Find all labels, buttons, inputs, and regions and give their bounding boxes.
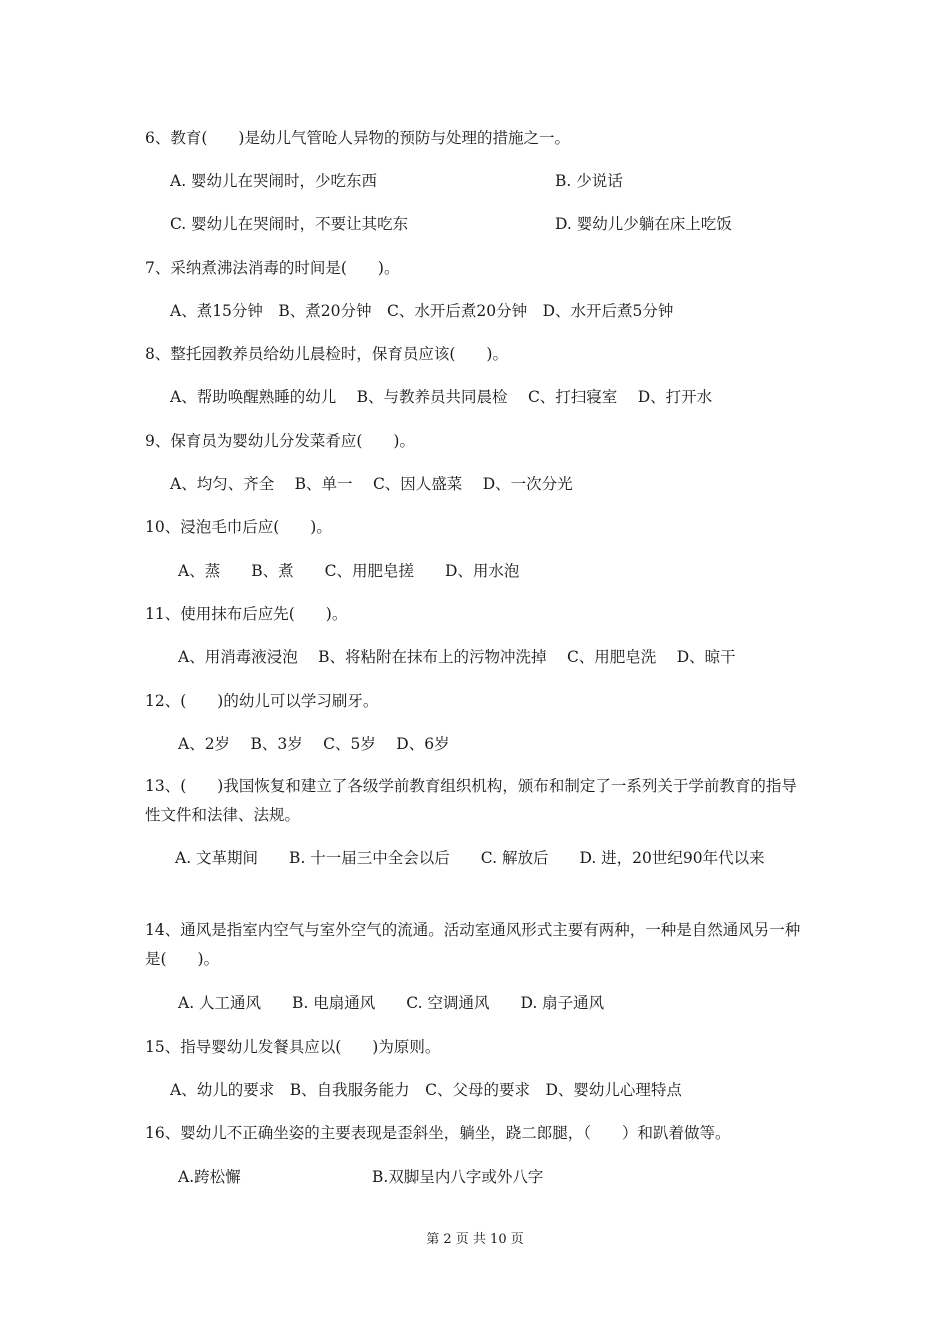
question-10-stem: 10、浸泡毛巾后应( )。 [145,518,332,536]
question-6-option-b: B. 少说话 [555,172,623,190]
question-13-options [145,844,810,873]
question-12-stem: 12、( )的幼儿可以学习刷牙。 [145,692,379,710]
question-7-stem: 7、采纳煮沸法消毒的时间是( )。 [145,259,400,277]
question-10-options: A、蒸 B、煮 C、用肥皂搓 D、用水泡 [178,562,520,580]
question-7-options: A、煮15分钟 B、煮20分钟 C、水开后煮20分钟 D、水开后煮5分钟 [170,302,674,320]
question-9-stem: 9、保育员为婴幼儿分发菜肴应( )。 [145,432,415,450]
question-16-stem: 16、婴幼儿不正确坐姿的主要表现是歪斜坐，躺坐，跷二郎腿，（ ）和趴着做等。 [145,1124,731,1142]
question-8-options: A、帮助唤醒熟睡的幼儿 B、与教养员共同晨检 C、打扫寝室 D、打开水 [170,388,713,406]
question-6-option-d: D. 婴幼儿少躺在床上吃饭 [555,215,732,233]
question-6-option-c: C. 婴幼儿在哭闹时，不要让其吃东 [170,215,409,233]
question-13-stem: 13、( )我国恢复和建立了各级学前教育组织机构，颁布和制定了一系列关于学前教育的指导性文件和法律、法规。 [145,777,797,824]
question-14-stem: 14、通风是指室内空气与室外空气的流通。活动室通风形式主要有两种，一种是自然通风另一种是( )。 [145,921,801,968]
question-15-stem: 15、指导婴幼儿发餐具应以( )为原则。 [145,1038,441,1056]
question-11-options: A、用消毒液浸泡 B、将粘附在抹布上的污物冲洗掉 C、用肥皂洗 D、晾干 [178,648,736,666]
question-16-option-a: A.跨松懈 [178,1168,241,1186]
question-8-stem: 8、整托园教养员给幼儿晨检时，保育员应该( )。 [145,345,508,363]
question-16-option-b: B.双脚呈内八字或外八字 [372,1168,544,1186]
question-13-options-text: A. 文革期间 B. 十一届三中全会以后 C. 解放后 D. 进，20世纪90年代以来 [175,849,765,867]
page-number-footer: 第 2 页 共 10 页 [426,1232,524,1247]
question-11-stem: 11、使用抹布后应先( )。 [145,605,348,623]
question-6-option-a: A. 婴幼儿在哭闹时，少吃东西 [170,172,378,190]
question-12-options: A、2岁 B、3岁 C、5岁 D、6岁 [178,735,450,753]
question-9-options: A、均匀、齐全 B、单一 C、因人盛菜 D、一次分光 [170,475,573,493]
question-15-options: A、幼儿的要求 B、自我服务能力 C、父母的要求 D、婴幼儿心理特点 [170,1081,682,1099]
question-6-stem: 6、教育( )是幼儿气管呛人异物的预防与处理的措施之一。 [145,129,570,147]
question-14-options: A. 人工通风 B. 电扇通风 C. 空调通风 D. 扇子通风 [178,994,605,1012]
